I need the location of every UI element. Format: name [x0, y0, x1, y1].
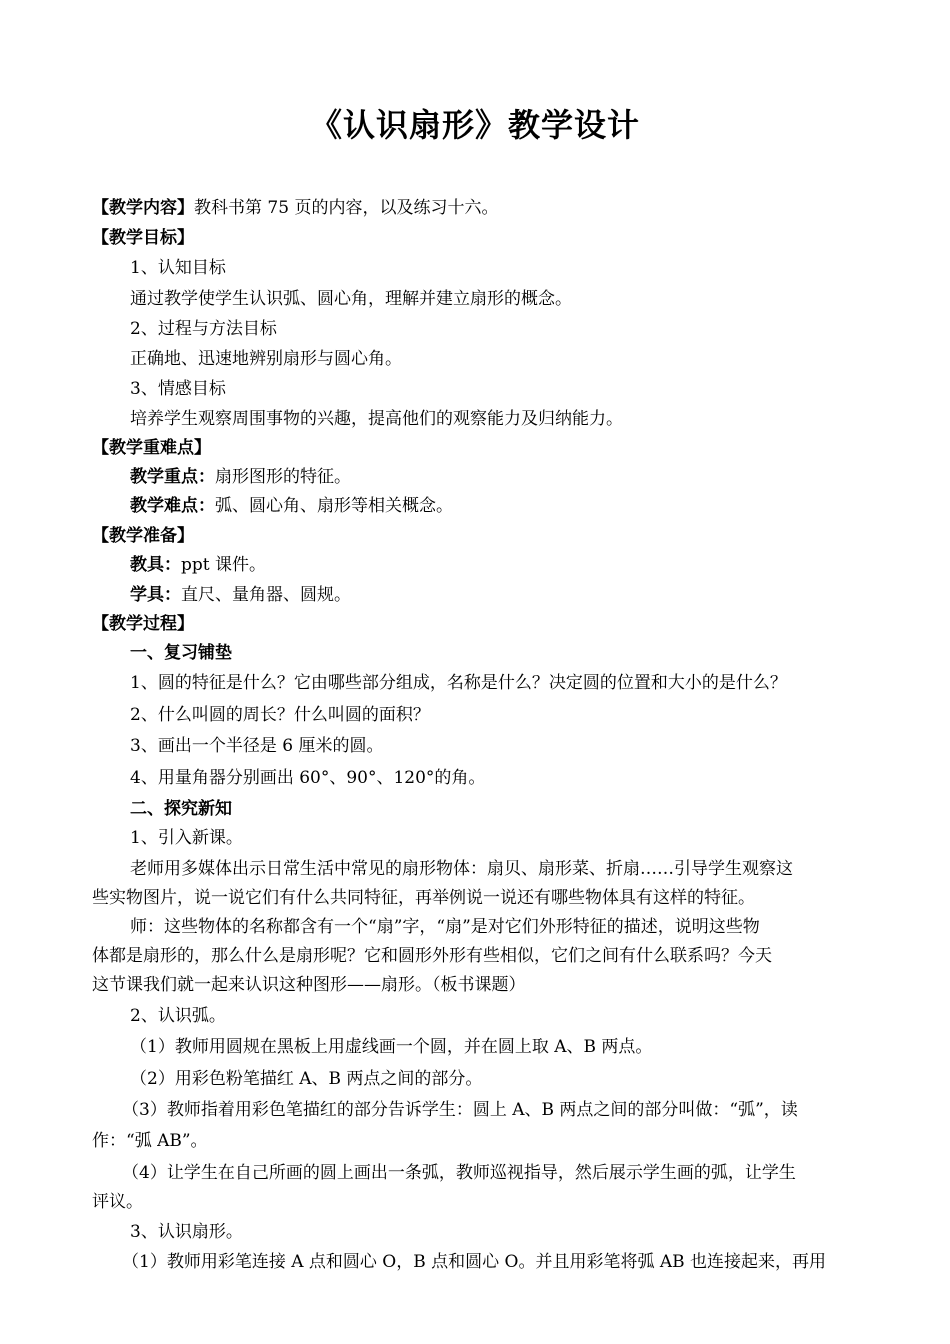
content-line	[92, 196, 862, 220]
paragraph-1-line-2: 些实物图片，说一说它们有什么共同特征，再举例说一说还有哪些物体具有这样的特征。	[92, 888, 755, 908]
review-item-2: 2、什么叫圆的周长？什么叫圆的面积？	[130, 705, 430, 725]
objectives-heading: 【教学目标】	[92, 228, 194, 248]
difficulty-line	[130, 494, 860, 518]
new-item-1: 1、引入新课。	[130, 828, 243, 848]
teacher-tools-text: ppt 课件。	[181, 555, 266, 575]
key-point-line	[130, 465, 860, 489]
teacher-tools-label: 教具：	[130, 555, 181, 575]
sector-step-1-line-1: （1）教师用彩笔连接 A 点和圆心 O，B 点和圆心 O。并且用彩笔将弧 AB 也连接起来，再用	[122, 1252, 827, 1272]
objective-2-title: 2、过程与方法目标	[130, 319, 277, 339]
preparation-heading: 【教学准备】	[92, 526, 194, 546]
review-item-4: 4、用量角器分别画出 60°、90°、120°的角。	[130, 768, 486, 788]
arc-step-4-line-1: （4）让学生在自己所画的圆上画出一条弧，教师巡视指导，然后展示学生画的弧，让学生	[122, 1163, 796, 1183]
difficulty-text: 弧、圆心角、扇形等相关概念。	[215, 496, 453, 516]
student-tools-label: 学具：	[130, 585, 181, 605]
content-text: 教科书第 75 页的内容，以及练习十六。	[194, 198, 499, 218]
content-label: 【教学内容】	[92, 198, 194, 218]
objective-2-text: 正确地、迅速地辨别扇形与圆心角。	[130, 349, 402, 369]
document-title: 《认识扇形》教学设计	[309, 106, 640, 144]
key-points-heading: 【教学重难点】	[92, 438, 211, 458]
section-1-title: 一、复习铺垫	[130, 643, 232, 663]
arc-step-3-line-1: （3）教师指着用彩色笔描红的部分告诉学生：圆上 A、B 两点之间的部分叫做：“弧”，读	[122, 1100, 798, 1120]
paragraph-1-line-1: 老师用多媒体出示日常生活中常见的扇形物体：扇贝、扇形菜、折扇……引导学生观察这	[130, 859, 793, 879]
objective-3-title: 3、情感目标	[130, 379, 226, 399]
key-point-text: 扇形图形的特征。	[215, 467, 351, 487]
objective-3-text: 培养学生观察周围事物的兴趣，提高他们的观察能力及归纳能力。	[130, 409, 623, 429]
section-2-title: 二、探究新知	[130, 799, 232, 819]
objective-1-text: 通过教学使学生认识弧、圆心角，理解并建立扇形的概念。	[130, 289, 572, 309]
arc-step-2: （2）用彩色粉笔描红 A、B 两点之间的部分。	[130, 1069, 483, 1089]
teacher-tools-line	[130, 553, 860, 577]
review-item-1: 1、圆的特征是什么？它由哪些部分组成，名称是什么？决定圆的位置和大小的是什么？	[130, 673, 787, 693]
paragraph-2-line-2: 体都是扇形的，那么什么是扇形呢？它和圆形外形有些相似，它们之间有什么联系吗？今天	[92, 946, 772, 966]
new-item-3: 3、认识扇形。	[130, 1222, 243, 1242]
student-tools-text: 直尺、量角器、圆规。	[181, 585, 351, 605]
key-point-label: 教学重点：	[130, 467, 215, 487]
objective-1-title: 1、认知目标	[130, 258, 226, 278]
review-item-3: 3、画出一个半径是 6 厘米的圆。	[130, 736, 384, 756]
arc-step-1: （1）教师用圆规在黑板上用虚线画一个圆，并在圆上取 A、B 两点。	[130, 1037, 653, 1057]
new-item-2: 2、认识弧。	[130, 1006, 226, 1026]
student-tools-line	[130, 583, 860, 607]
paragraph-2-line-1: 师：这些物体的名称都含有一个“扇”字，“扇”是对它们外形特征的描述，说明这些物	[130, 917, 760, 937]
difficulty-label: 教学难点：	[130, 496, 215, 516]
process-heading: 【教学过程】	[92, 614, 194, 634]
arc-step-4-line-2: 评议。	[92, 1192, 143, 1212]
paragraph-2-line-3: 这节课我们就一起来认识这种图形——扇形。（板书课题）	[92, 975, 526, 995]
arc-step-3-line-2: 作：“弧 AB”。	[92, 1131, 208, 1151]
